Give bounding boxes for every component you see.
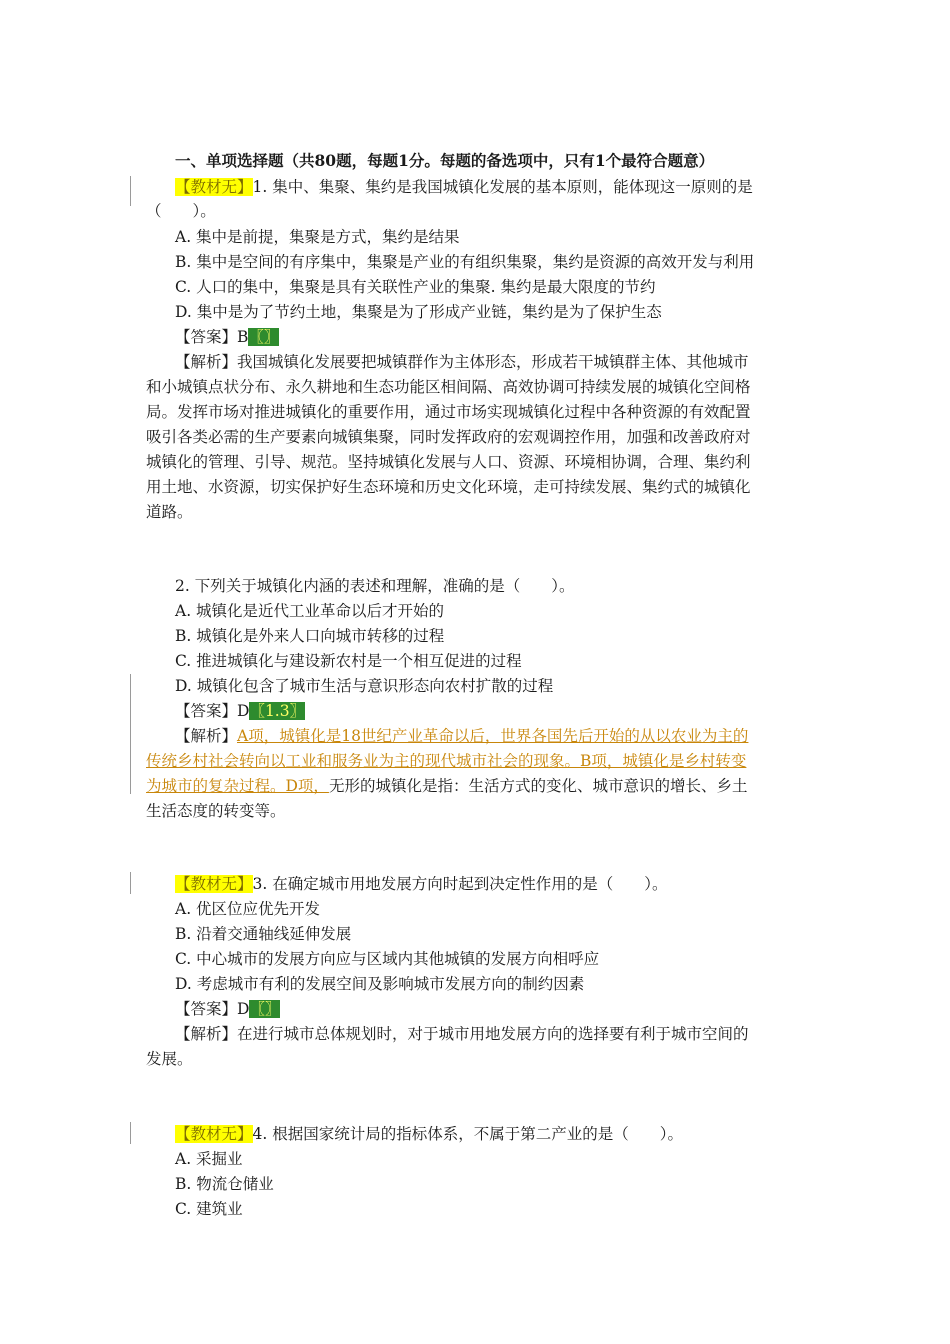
q3-analysis-line: 【解析】在进行城市总体规划时，对于城市用地发展方向的选择要有利于城市空间的 [175,1025,749,1043]
q1-option-b: B. 集中是空间的有序集中，集聚是产业的有组织集聚，集约是资源的高效开发与利用 [175,253,755,271]
q1-analysis-line: 城镇化的管理、引导、规范。坚持城镇化发展与人口、资源、环境相协调，合理、集约利 [146,453,751,471]
q2-option-c: C. 推进城镇化与建设新农村是一个相互促进的过程 [175,652,522,670]
q2-answer-tag: 〖1.3〗 [249,702,306,720]
q1-answer [175,326,279,348]
q1-analysis-line: 吸引各类必需的生产要素向城镇集聚，同时发挥政府的宏观调控作用，加强和改善政府对 [146,428,751,446]
q2-analysis-revised: 为城市的复杂过程。D项， [146,777,329,795]
q2-analysis-line [175,725,748,747]
q3-option-c: C. 中心城市的发展方向应与区域内其他城镇的发展方向相呼应 [175,950,600,968]
q1-option-d: D. 集中是为了节约土地，集聚是为了形成产业链，集约是为了保护生态 [175,303,662,321]
q1-answer-label: 【答案】B [175,328,249,346]
q1-tag: 【教材无】 [175,178,253,196]
q2-stem: 2. 下列关于城镇化内涵的表述和理解，准确的是（ ）。 [175,577,575,595]
q3-stem-text: 3. 在确定城市用地发展方向时起到决定性作用的是（ ）。 [252,875,668,893]
q2-option-b: B. 城镇化是外来人口向城市转移的过程 [175,627,445,645]
q4-option-b: B. 物流仓储业 [175,1175,274,1193]
revision-bar [130,1122,131,1144]
q3-analysis-line: 发展。 [146,1050,193,1068]
q1-analysis-line: 用土地、水资源，切实保护好生态环境和历史文化环境，走可持续发展、集约式的城镇化 [146,478,751,496]
q2-analysis-revised: A项，城镇化是18世纪产业革命以后，世界各国先后开始的从以农业为主的 [237,727,749,745]
q3-option-b: B. 沿着交通轴线延伸发展 [175,925,352,943]
q2-analysis-line: 生活态度的转变等。 [146,802,286,820]
section-heading: 一、单项选择题（共80题，每题1分。每题的备选项中，只有1个最符合题意） [175,151,715,170]
q1-analysis-line: 和小城镇点状分布、永久耕地和生态功能区相间隔、高效协调可持续发展的城镇化空间格 [146,378,751,396]
q2-answer-label: 【答案】D [175,702,250,720]
q3-option-d: D. 考虑城市有利的发展空间及影响城市发展方向的制约因素 [175,975,585,993]
q1-answer-tag: 〖〗 [248,328,280,346]
q1-analysis-line: 局。发挥市场对推进城镇化的重要作用，通过市场实现城镇化过程中各种资源的有效配置 [146,403,751,421]
revision-bar [130,176,131,206]
q1-option-a: A. 集中是前提，集聚是方式，集约是结果 [175,228,460,246]
q2-analysis-revised: 传统乡村社会转向以工业和服务业为主的现代城市社会的现象。B项，城镇化是乡村转变 [146,752,747,770]
revision-bar [130,674,131,794]
q2-option-a: A. 城镇化是近代工业革命以后才开始的 [175,602,445,620]
q3-tag: 【教材无】 [175,875,253,893]
q1-stem-text: 1. 集中、集聚、集约是我国城镇化发展的基本原则，能体现这一原则的是 [252,178,753,196]
q4-tag: 【教材无】 [175,1125,253,1143]
q2-analysis-text: 无形的城镇化是指：生活方式的变化、城市意识的增长、乡土 [328,777,748,795]
q3-stem-line [175,873,667,895]
q1-option-c: C. 人口的集中，集聚是具有关联性产业的集聚. 集约是最大限度的节约 [175,278,656,296]
q4-option-a: A. 采掘业 [175,1150,243,1168]
q1-analysis-line: 【解析】我国城镇化发展要把城镇群作为主体形态，形成若干城镇群主体、其他城市 [175,353,749,371]
q2-answer [175,700,305,722]
q3-answer [175,998,280,1020]
q4-stem-text: 4. 根据国家统计局的指标体系，不属于第二产业的是（ ）。 [252,1125,683,1143]
q3-option-a: A. 优区位应优先开发 [175,900,321,918]
q2-analysis-line [146,775,747,797]
q3-answer-label: 【答案】D [175,1000,250,1018]
q4-stem-line [175,1123,683,1145]
q1-stem-line [175,176,753,198]
q1-analysis-line: 道路。 [146,503,193,521]
q3-answer-tag: 〖〗 [249,1000,281,1018]
q2-analysis-label: 【解析】 [175,727,238,745]
q4-option-c: C. 建筑业 [175,1200,243,1218]
q2-analysis-line [146,750,746,772]
revision-bar [130,872,131,894]
q2-option-d: D. 城镇化包含了城市生活与意识形态向农村扩散的过程 [175,677,554,695]
q1-stem-line2: （ ）。 [146,202,216,220]
